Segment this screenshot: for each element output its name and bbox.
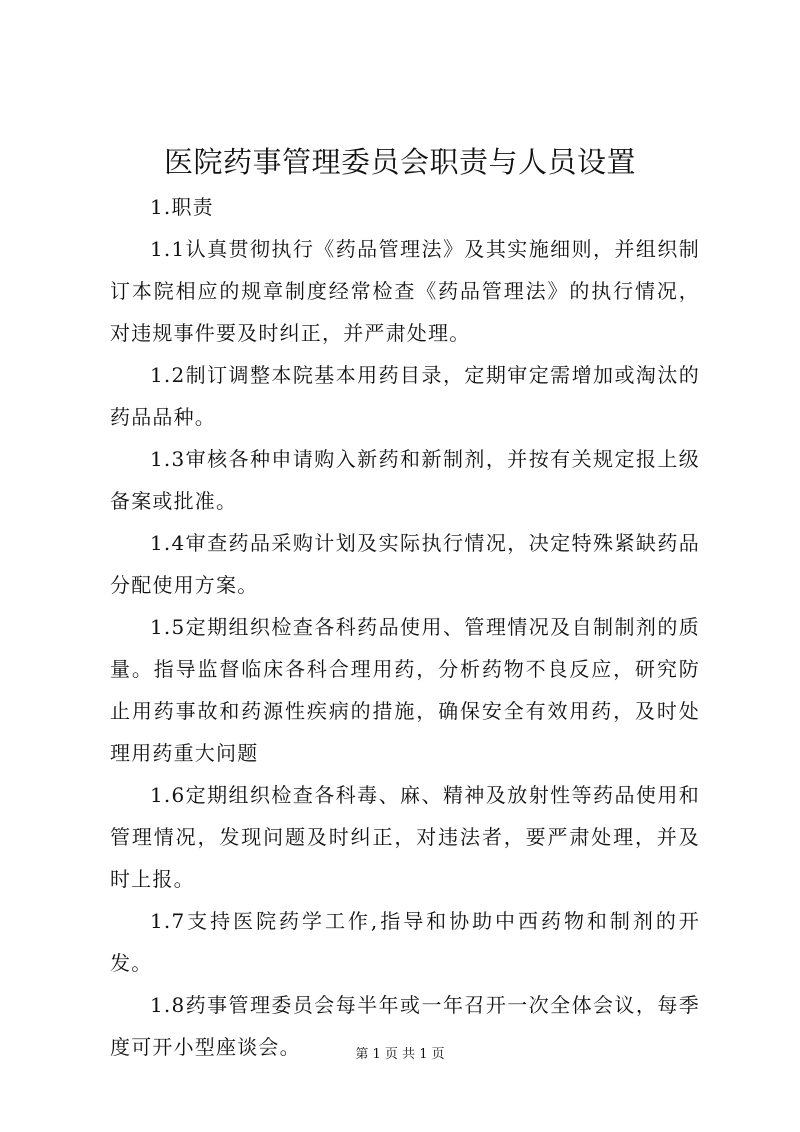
paragraph-1-3: 1.3审核各种申请购入新药和新制剂，并按有关规定报上级备案或批准。 xyxy=(110,447,700,513)
page-footer: 第 1 页 共 1 页 xyxy=(355,1047,445,1062)
paragraph-1-6: 1.6定期组织检查各科毒、麻、精神及放射性等药品使用和管理情况，发现问题及时纠正，对违法者，要严肃处理，并及时上报。 xyxy=(110,783,700,891)
paragraph-1-7: 1.7支持医院药学工作,指导和协助中西药物和制剂的开发。 xyxy=(110,909,700,975)
paragraph-heading-duties: 1.职责 xyxy=(150,195,214,219)
paragraph-1-2: 1.2制订调整本院基本用药目录，定期审定需增加或淘汰的药品品种。 xyxy=(110,363,700,429)
paragraph-1-5: 1.5定期组织检查各科药品使用、管理情况及自制制剂的质量。指导监督临床各科合理用药，分析药物不良反应，研究防止用药事故和药源性疾病的措施，确保安全有效用药，及时处理用药重大问题 xyxy=(110,615,700,765)
paragraph-1-8: 1.8药事管理委员会每半年或一年召开一次全体会议，每季度可开小型座谈会。 xyxy=(110,993,700,1059)
document-body xyxy=(110,186,700,1068)
paragraph-1-1: 1.1认真贯彻执行《药品管理法》及其实施细则，并组织制订本院相应的规章制度经常检查《药品管理法》的执行情况，对违规事件要及时纠正，并严肃处理。 xyxy=(110,237,700,345)
paragraph-1-4: 1.4审查药品采购计划及实际执行情况，决定特殊紧缺药品分配使用方案。 xyxy=(110,531,700,597)
document-title: 医院药事管理委员会职责与人员设置 xyxy=(163,145,636,179)
